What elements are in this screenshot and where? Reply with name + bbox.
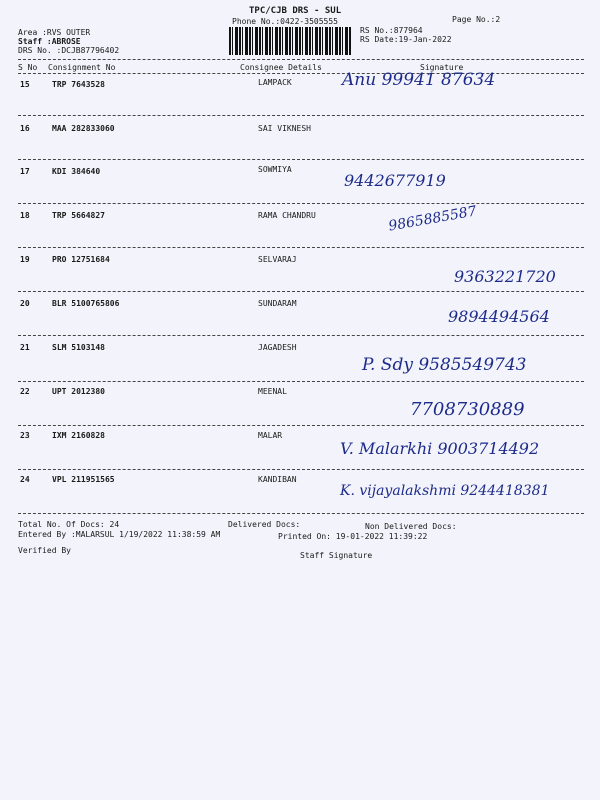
row-consignment: TRP 7643528 xyxy=(52,80,105,89)
row-consignee: SOWMIYA xyxy=(258,165,292,174)
table-row xyxy=(0,124,600,164)
row-signature: K. vijayalakshmi 9244418381 xyxy=(340,483,550,499)
divider xyxy=(18,469,584,470)
table-row xyxy=(0,167,600,207)
row-consignment: TRP 5664827 xyxy=(52,211,105,220)
row-consignee: JAGADESH xyxy=(258,343,297,352)
row-signature: 7708730889 xyxy=(410,399,525,420)
divider xyxy=(18,203,584,204)
row-sno: 15 xyxy=(20,80,30,89)
total-docs: Total No. Of Docs: 24 xyxy=(18,520,120,529)
divider xyxy=(18,115,584,116)
divider xyxy=(18,59,584,60)
row-consignment: KDI 384640 xyxy=(52,167,101,176)
row-consignment: IXM 2160828 xyxy=(52,431,105,440)
rs-date: RS Date:19-Jan-2022 xyxy=(360,35,452,44)
divider xyxy=(18,335,584,336)
row-signature: P. Sdy 9585549743 xyxy=(362,355,527,375)
table-row xyxy=(0,387,600,427)
divider xyxy=(18,425,584,426)
drs-number: DRS No. :DCJB87796402 xyxy=(18,46,120,55)
row-sno: 17 xyxy=(20,167,30,176)
row-consignee: MEENAL xyxy=(258,387,287,396)
rs-number: RS No.:877964 xyxy=(360,26,423,35)
row-consignee: KANDIBAN xyxy=(258,475,297,484)
staff-signature: Staff Signature xyxy=(300,551,373,560)
non-delivered-docs: Non Delivered Docs: xyxy=(365,522,457,531)
divider xyxy=(18,381,584,382)
entered-by: Entered By :MALARSUL 1/19/2022 11:38:59 AM xyxy=(18,530,221,539)
table-row xyxy=(0,475,600,515)
row-consignee: SUNDARAM xyxy=(258,299,297,308)
printed-on: Printed On: 19-01-2022 11:39:22 xyxy=(278,532,428,541)
row-consignee: SAI VIKNESH xyxy=(258,124,311,133)
row-consignment: VPL 211951565 xyxy=(52,475,115,484)
column-header-signature: Signature xyxy=(420,63,464,72)
row-consignee: RAMA CHANDRU xyxy=(258,211,316,220)
row-sno: 18 xyxy=(20,211,30,220)
divider xyxy=(18,73,584,74)
delivered-docs: Delivered Docs: xyxy=(228,520,301,529)
divider xyxy=(18,247,584,248)
row-signature: 9894494564 xyxy=(448,307,550,326)
row-consignment: BLR 5100765806 xyxy=(52,299,120,308)
sheet-title: TPC/CJB DRS - SUL xyxy=(249,6,342,16)
row-sno: 16 xyxy=(20,124,30,133)
row-consignment: SLM 5103148 xyxy=(52,343,105,352)
row-consignee: MALAR xyxy=(258,431,283,440)
table-row xyxy=(0,203,600,251)
phone-number: Phone No.:0422-3505555 xyxy=(232,17,338,26)
row-sno: 22 xyxy=(20,387,30,396)
row-sno: 19 xyxy=(20,255,30,264)
barcode xyxy=(229,27,351,55)
table-row xyxy=(0,431,600,471)
table-row xyxy=(0,255,600,295)
divider xyxy=(18,513,584,514)
row-consignee: LAMPACK xyxy=(258,78,292,87)
row-sno: 20 xyxy=(20,299,30,308)
column-header-sno: S No xyxy=(18,63,38,72)
table-row xyxy=(0,343,600,383)
column-header-consignee: Consignee Details xyxy=(240,63,322,72)
row-signature: 9865885587 xyxy=(387,203,478,235)
row-consignment: PRO 12751684 xyxy=(52,255,110,264)
row-sno: 24 xyxy=(20,475,30,484)
row-consignment: UPT 2012380 xyxy=(52,387,105,396)
table-row xyxy=(0,299,600,339)
row-consignee: SELVARAJ xyxy=(258,255,297,264)
verified-by: Verified By xyxy=(18,546,71,555)
row-signature: Anu 99941 87634 xyxy=(342,70,496,90)
area-label: Area :RVS OUTER xyxy=(18,28,91,37)
table-row xyxy=(0,70,600,120)
row-signature: V. Malarkhi 9003714492 xyxy=(340,439,540,458)
row-signature: 9363221720 xyxy=(454,267,556,286)
column-header-consignment: Consignment No xyxy=(48,63,116,72)
staff-label: Staff :ABROSE xyxy=(18,37,81,46)
page-number: Page No.:2 xyxy=(452,15,501,24)
divider xyxy=(18,159,584,160)
row-consignment: MAA 282833060 xyxy=(52,124,115,133)
divider xyxy=(18,291,584,292)
row-sno: 23 xyxy=(20,431,30,440)
row-signature: 9442677919 xyxy=(344,171,446,190)
row-sno: 21 xyxy=(20,343,30,352)
